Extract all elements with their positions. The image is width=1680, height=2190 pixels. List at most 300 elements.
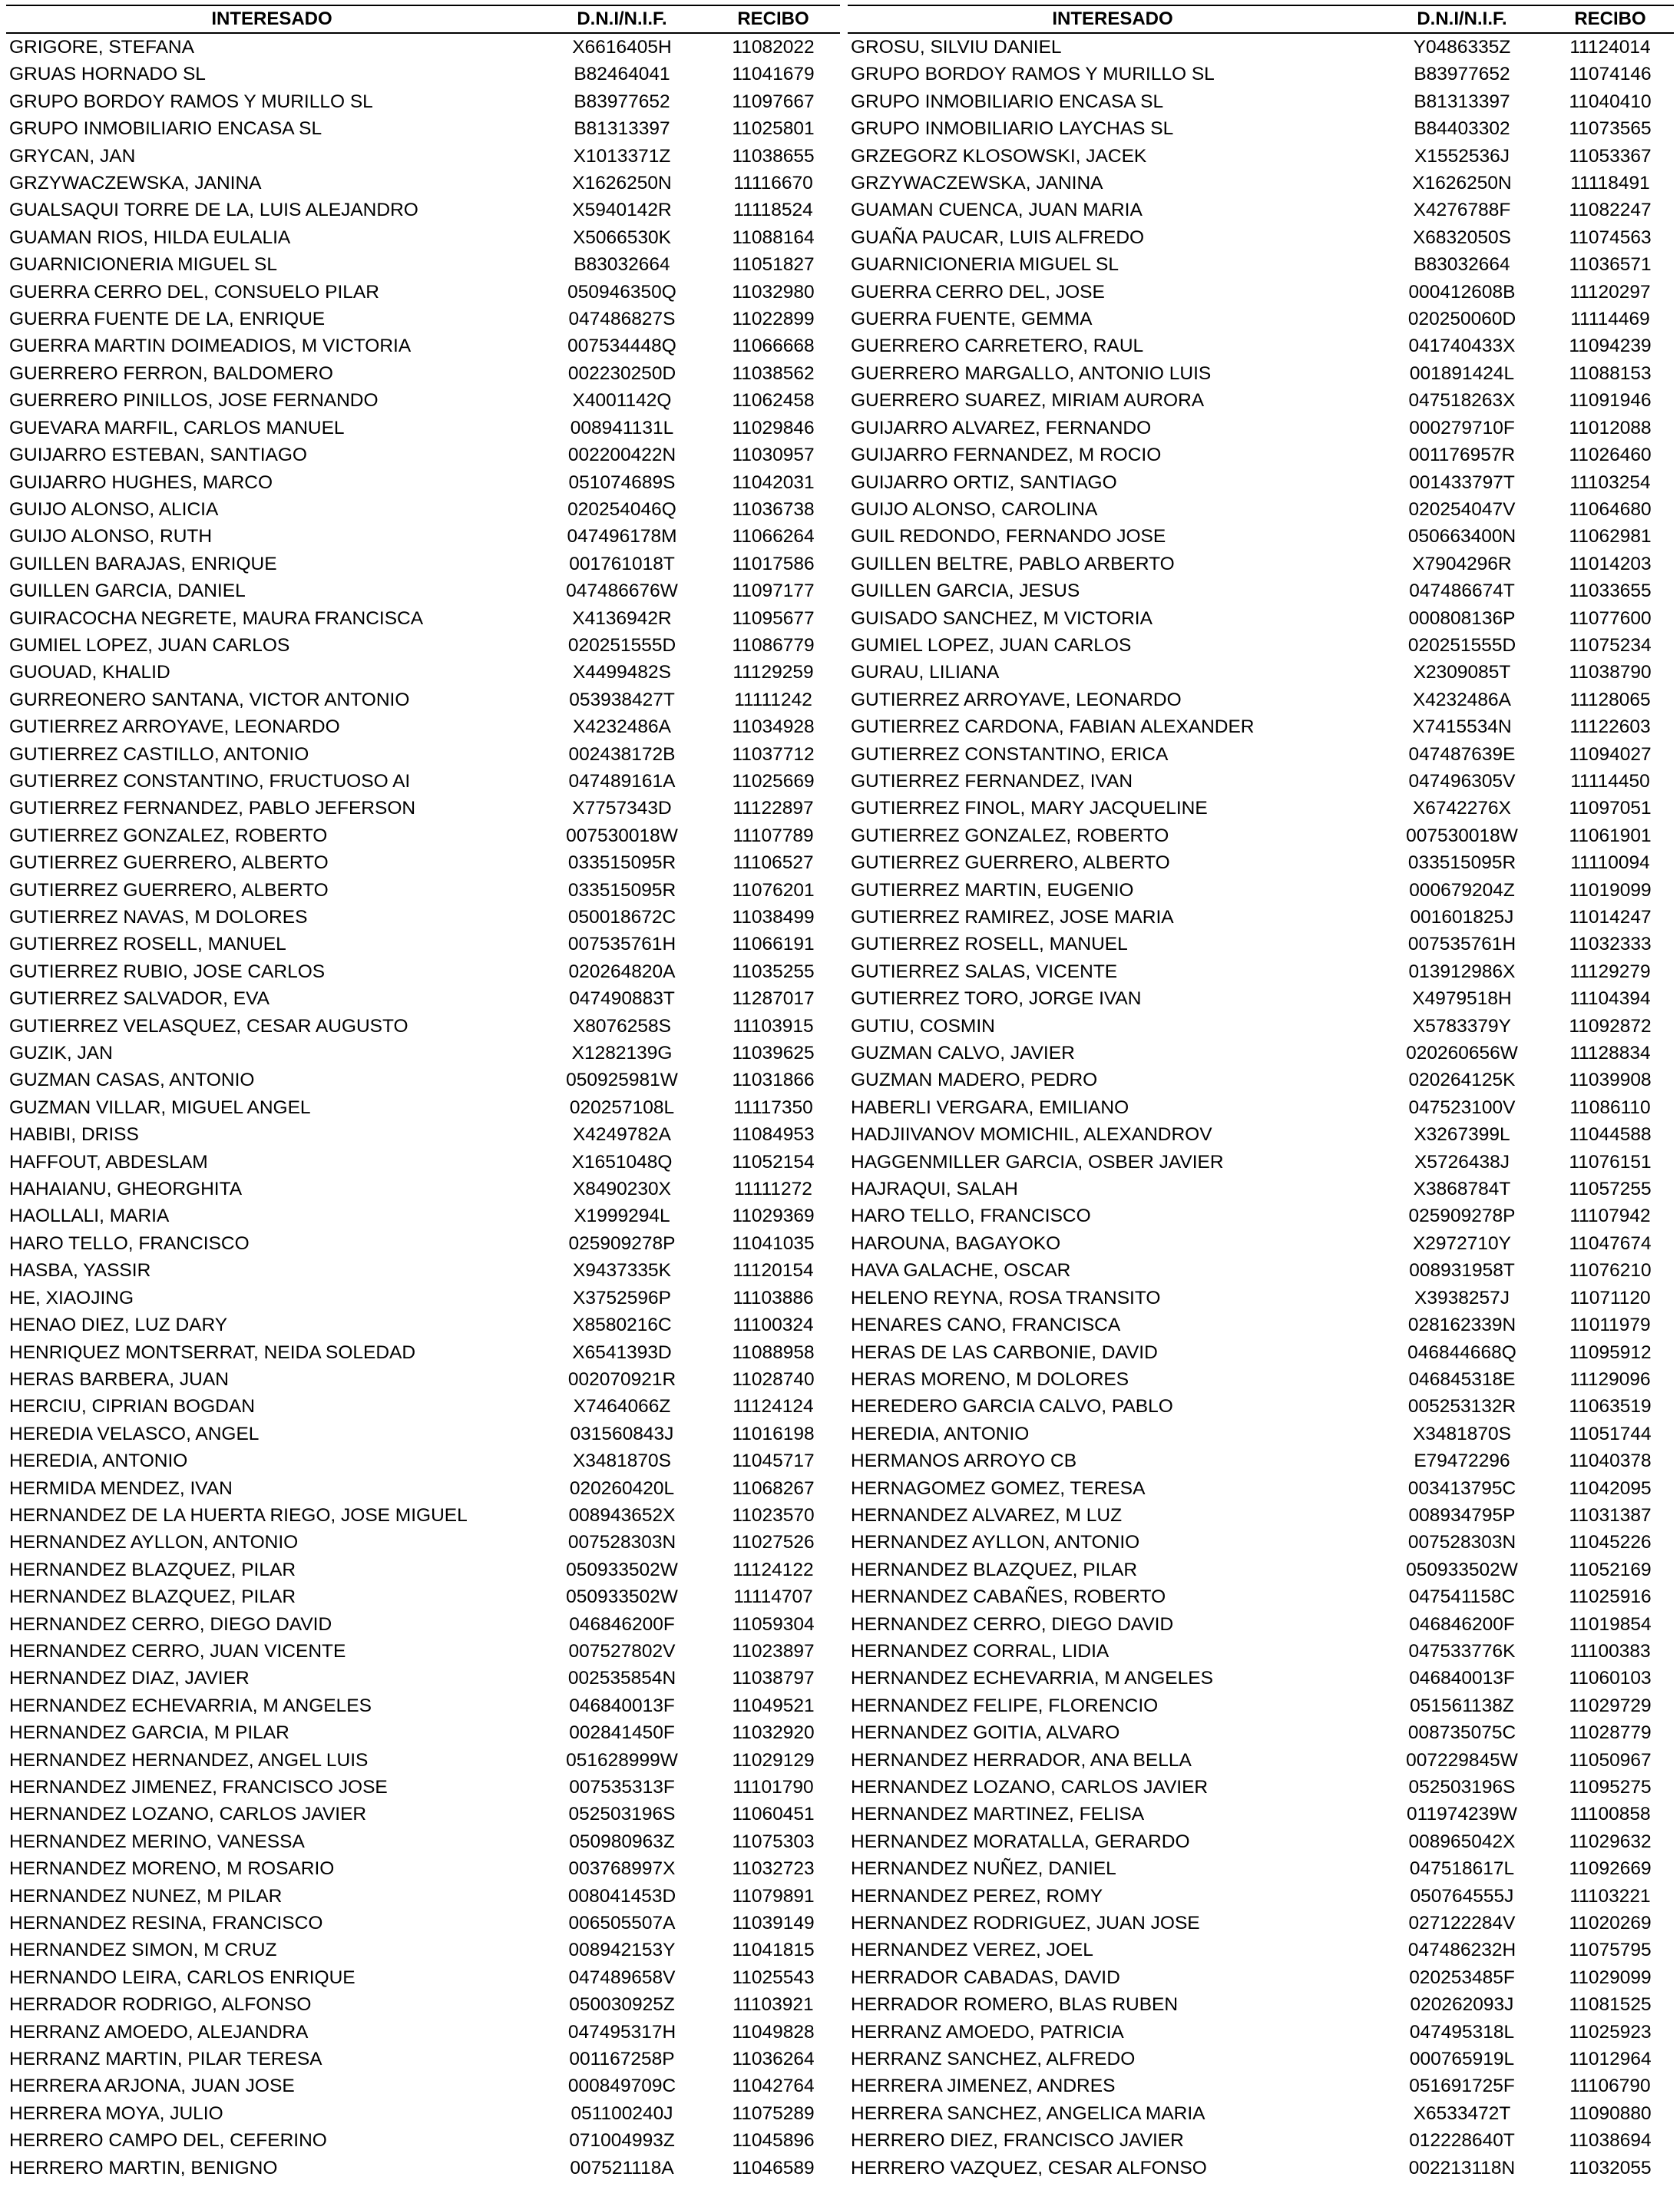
dni-cell: 052503196S xyxy=(568,1804,676,1825)
dni-cell: 008965042X xyxy=(1408,1831,1516,1852)
dni-cell: X4232486A xyxy=(572,716,672,738)
dni-cell: 047496305V xyxy=(1408,770,1516,792)
recibo-cell: 11025923 xyxy=(1569,2021,1652,2043)
interesado-cell: GUALSAQUI TORRE DE LA, LUIS ALEJANDRO xyxy=(9,200,418,221)
dni-cell: 007535761H xyxy=(567,934,676,955)
table-row xyxy=(6,1203,840,1229)
interesado-cell: HARO TELLO, FRANCISCO xyxy=(851,1206,1091,1227)
table-row xyxy=(6,496,840,523)
table-row xyxy=(6,1339,840,1366)
dni-cell: 050018672C xyxy=(567,907,676,928)
dni-cell: X2309085T xyxy=(1413,662,1511,683)
table-row xyxy=(6,251,840,278)
interesado-cell: HERNANDEZ SIMON, M CRUZ xyxy=(9,1940,277,1961)
interesado-cell: HERNANDEZ MARTINEZ, FELISA xyxy=(851,1804,1145,1825)
interesado-cell: GURAU, LILIANA xyxy=(851,662,1000,683)
interesado-cell: GUILLEN GARCIA, JESUS xyxy=(851,581,1080,602)
dni-cell: 001601825J xyxy=(1410,907,1514,928)
interesado-cell: HERRADOR CABADAS, DAVID xyxy=(851,1967,1120,1988)
table-row xyxy=(848,1665,1674,1692)
table-row xyxy=(6,1285,840,1312)
interesado-cell: HELENO REYNA, ROSA TRANSITO xyxy=(851,1287,1161,1308)
interesado-cell: GUERRERO FERRON, BALDOMERO xyxy=(9,362,333,384)
interesado-cell: GURREONERO SANTANA, VICTOR ANTONIO xyxy=(9,689,410,710)
table-row xyxy=(848,387,1674,414)
table-row xyxy=(6,1447,840,1474)
recibo-cell: 11094239 xyxy=(1569,336,1652,357)
table-row xyxy=(848,1393,1674,1420)
interesado-cell: GRUPO INMOBILIARIO LAYCHAS SL xyxy=(851,118,1174,140)
interesado-cell: GUILLEN GARCIA, DANIEL xyxy=(9,581,246,602)
recibo-cell: 11077600 xyxy=(1569,607,1652,629)
interesado-cell: HERNANDEZ JIMENEZ, FRANCISCO JOSE xyxy=(9,1777,388,1798)
interesado-cell: GUERRA FUENTE, GEMMA xyxy=(851,309,1093,330)
table-row xyxy=(6,605,840,632)
table-row xyxy=(848,877,1674,904)
recibo-cell: 11032920 xyxy=(732,1722,815,1744)
recibo-cell: 11014247 xyxy=(1569,907,1652,928)
dni-cell: X8490230X xyxy=(572,1179,672,1200)
interesado-cell: HERAS BARBERA, JUAN xyxy=(9,1368,229,1390)
interesado-cell: HERNANDEZ MORENO, M ROSARIO xyxy=(9,1858,335,1880)
interesado-cell: HEREDIA VELASCO, ANGEL xyxy=(9,1423,260,1444)
right-column xyxy=(848,5,1674,2182)
recibo-cell: 11039908 xyxy=(1569,1070,1652,1091)
right-table-body xyxy=(848,33,1674,2182)
dni-cell: 047486827S xyxy=(568,309,676,330)
recibo-cell: 11026460 xyxy=(1569,445,1652,466)
recibo-cell: 11095275 xyxy=(1569,1777,1652,1798)
recibo-cell: 11122897 xyxy=(733,798,814,819)
recibo-cell: 11064680 xyxy=(1569,498,1652,520)
table-row xyxy=(6,523,840,550)
table-row xyxy=(6,1774,840,1801)
dni-cell: B83032664 xyxy=(574,254,670,276)
dni-cell: 008941131L xyxy=(570,417,674,438)
recibo-cell: 11035255 xyxy=(732,961,815,982)
interesado-cell: HERRERO MARTIN, BENIGNO xyxy=(9,2157,278,2178)
table-row xyxy=(6,1747,840,1774)
interesado-cell: HERNANDEZ VEREZ, JOEL xyxy=(851,1940,1093,1961)
dni-cell: 008934795P xyxy=(1408,1504,1516,1526)
dni-cell: 020254046Q xyxy=(567,498,676,520)
interesado-cell: HEREDIA, ANTONIO xyxy=(9,1451,188,1472)
interesado-cell: HERRANZ AMOEDO, ALEJANDRA xyxy=(9,2021,309,2043)
interesado-cell: GUAMAN RIOS, HILDA EULALIA xyxy=(9,227,291,248)
dni-cell: 071004993Z xyxy=(569,2130,675,2152)
recibo-cell: 11012088 xyxy=(1569,417,1652,438)
interesado-cell: GRZYWACZEWSKA, JANINA xyxy=(851,173,1103,194)
table-row xyxy=(848,1421,1674,1447)
dni-cell: 050663400N xyxy=(1407,526,1516,548)
table-row xyxy=(848,1937,1674,1963)
dni-cell: 020253485F xyxy=(1409,1967,1515,1988)
interesado-cell: HENAO DIEZ, LUZ DARY xyxy=(9,1315,228,1336)
dni-cell: 047489161A xyxy=(568,770,676,792)
table-row xyxy=(6,1611,840,1638)
interesado-cell: GUTIERREZ MARTIN, EUGENIO xyxy=(851,879,1134,901)
dni-cell: 051074689S xyxy=(568,471,676,493)
table-row xyxy=(848,1801,1674,1828)
interesado-cell: GRUPO INMOBILIARIO ENCASA SL xyxy=(9,118,322,140)
dni-cell: 020260656W xyxy=(1406,1043,1518,1064)
recibo-cell: 11057255 xyxy=(1569,1179,1652,1200)
table-row xyxy=(6,197,840,223)
interesado-cell: GUERRERO MARGALLO, ANTONIO LUIS xyxy=(851,362,1212,384)
dni-cell: 002200422N xyxy=(567,445,676,466)
interesado-cell: HERCIU, CIPRIAN BOGDAN xyxy=(9,1396,255,1418)
dni-cell: X3481870S xyxy=(572,1451,672,1472)
table-row xyxy=(6,822,840,849)
interesado-cell: GUARNICIONERIA MIGUEL SL xyxy=(9,254,277,276)
dni-cell: 007530018W xyxy=(1406,825,1518,846)
recibo-cell: 11038694 xyxy=(1569,2130,1652,2152)
recibo-cell: 11045717 xyxy=(732,1451,815,1472)
table-row xyxy=(848,360,1674,387)
interesado-cell: GUIL REDONDO, FERNANDO JOSE xyxy=(851,526,1166,548)
dni-cell: 007521118A xyxy=(570,2157,674,2178)
dni-cell: 047495318L xyxy=(1409,2021,1515,2043)
interesado-cell: HENARES CANO, FRANCISCA xyxy=(851,1315,1121,1336)
table-row xyxy=(848,496,1674,523)
interesado-cell: GRUPO BORDOY RAMOS Y MURILLO SL xyxy=(851,64,1215,85)
dni-cell: 007535761H xyxy=(1407,934,1516,955)
interesado-cell: HERNANDEZ DIAZ, JAVIER xyxy=(9,1668,250,1689)
interesado-cell: HERNANDEZ CERRO, DIEGO DAVID xyxy=(9,1613,332,1635)
interesado-cell: HERNANDEZ RODRIGUEZ, JUAN JOSE xyxy=(851,1913,1200,1934)
recibo-cell: 11075289 xyxy=(732,2102,815,2124)
interesado-cell: GUTIERREZ FERNANDEZ, IVAN xyxy=(851,770,1133,792)
recibo-cell: 11034928 xyxy=(732,716,815,738)
table-row xyxy=(6,1692,840,1719)
left-column xyxy=(6,5,840,2182)
dni-cell: 050980963Z xyxy=(569,1831,675,1852)
interesado-cell: GUTIERREZ ROSELL, MANUEL xyxy=(851,934,1128,955)
dni-cell: X5726438J xyxy=(1414,1151,1510,1173)
dni-cell: 000412608B xyxy=(1408,281,1516,303)
table-row xyxy=(6,1366,840,1393)
table-row xyxy=(6,1665,840,1692)
recibo-cell: 11110094 xyxy=(1570,852,1650,874)
table-row xyxy=(6,2019,840,2046)
dni-cell: X7757343D xyxy=(572,798,672,819)
interesado-cell: HAROUNA, BAGAYOKO xyxy=(851,1232,1061,1254)
recibo-cell: 11076151 xyxy=(1569,1151,1652,1173)
dni-cell: 047489658V xyxy=(568,1967,676,1988)
dni-cell: 027122284V xyxy=(1408,1913,1516,1934)
table-row xyxy=(6,849,840,876)
interesado-cell: HERNANDEZ AYLLON, ANTONIO xyxy=(9,1532,299,1553)
interesado-cell: HERAS DE LAS CARBONIE, DAVID xyxy=(851,1341,1158,1363)
recibo-cell: 11042764 xyxy=(732,2076,815,2097)
recibo-cell: 11076201 xyxy=(732,879,815,901)
table-row xyxy=(848,795,1674,822)
table-row xyxy=(848,1855,1674,1882)
left-table xyxy=(6,5,840,2182)
interesado-cell: GUTIU, COSMIN xyxy=(851,1015,995,1037)
interesado-cell: HARO TELLO, FRANCISCO xyxy=(9,1232,250,1254)
dni-cell: 020251555D xyxy=(567,634,676,656)
dni-cell: X6616405H xyxy=(572,37,672,58)
table-row xyxy=(848,849,1674,876)
interesado-cell: HERNANDEZ RESINA, FRANCISCO xyxy=(9,1913,323,1934)
recibo-cell: 11023570 xyxy=(732,1504,815,1526)
dni-cell: 047495317H xyxy=(567,2021,676,2043)
table-row xyxy=(848,985,1674,1012)
interesado-cell: HERMANOS ARROYO CB xyxy=(851,1451,1077,1472)
recibo-cell: 11022899 xyxy=(732,309,815,330)
interesado-cell: GUIJO ALONSO, CAROLINA xyxy=(851,498,1098,520)
recibo-cell: 11028740 xyxy=(732,1368,815,1390)
table-row xyxy=(848,686,1674,713)
table-row xyxy=(848,904,1674,931)
table-row xyxy=(848,1285,1674,1312)
interesado-cell: HERRERA ARJONA, JUAN JOSE xyxy=(9,2076,295,2097)
recibo-cell: 11014203 xyxy=(1569,553,1652,574)
interesado-cell: HERNANDEZ NUNEZ, M PILAR xyxy=(9,1885,283,1907)
table-row xyxy=(6,1393,840,1420)
recibo-cell: 11092872 xyxy=(1569,1015,1652,1037)
table-row xyxy=(6,577,840,604)
dni-cell: 047541158C xyxy=(1408,1586,1516,1608)
header-recibo: RECIBO xyxy=(706,5,840,33)
dni-cell: X3267399L xyxy=(1414,1124,1510,1146)
recibo-cell: 11088958 xyxy=(732,1341,815,1363)
interesado-cell: GUTIERREZ FINOL, MARY JACQUELINE xyxy=(851,798,1208,819)
dni-cell: 051691725F xyxy=(1409,2076,1515,2097)
recibo-cell: 11029729 xyxy=(1569,1695,1652,1716)
table-row xyxy=(848,741,1674,768)
interesado-cell: HERNANDEZ LOZANO, CARLOS JAVIER xyxy=(851,1777,1209,1798)
recibo-cell: 11103221 xyxy=(1569,1885,1651,1907)
dni-cell: 047486674T xyxy=(1409,581,1515,602)
interesado-cell: GUERRA FUENTE DE LA, ENRIQUE xyxy=(9,309,326,330)
table-row xyxy=(848,1067,1674,1093)
dni-cell: 000679204Z xyxy=(1409,879,1515,901)
table-row xyxy=(6,1121,840,1148)
interesado-cell: HERRANZ AMOEDO, PATRICIA xyxy=(851,2021,1124,2043)
recibo-cell: 11038790 xyxy=(1569,662,1652,683)
dni-cell: 047523100V xyxy=(1408,1097,1516,1118)
interesado-cell: HERRANZ MARTIN, PILAR TERESA xyxy=(9,2049,322,2070)
dni-cell: X8076258S xyxy=(572,1015,672,1037)
dni-cell: 006505507A xyxy=(568,1913,676,1934)
dni-cell: 000849709C xyxy=(567,2076,676,2097)
interesado-cell: GUEVARA MARFIL, CARLOS MANUEL xyxy=(9,417,345,438)
recibo-cell: 11120154 xyxy=(733,1260,814,1282)
recibo-cell: 11051744 xyxy=(1569,1423,1652,1444)
table-row xyxy=(6,768,840,795)
dni-cell: 013912986X xyxy=(1408,961,1516,982)
recibo-cell: 11050967 xyxy=(1569,1749,1652,1771)
table-row xyxy=(848,1312,1674,1338)
table-row xyxy=(848,523,1674,550)
interesado-cell: HERNANDEZ ECHEVARRIA, M ANGELES xyxy=(851,1668,1213,1689)
interesado-cell: GUILLEN BARAJAS, ENRIQUE xyxy=(9,553,277,574)
interesado-cell: HERNANDEZ BLAZQUEZ, PILAR xyxy=(851,1559,1138,1580)
recibo-cell: 11029099 xyxy=(1569,1967,1652,1988)
table-row xyxy=(6,1828,840,1855)
table-row xyxy=(848,1094,1674,1121)
table-row xyxy=(6,795,840,822)
table-row xyxy=(848,632,1674,659)
dni-cell: X7464066Z xyxy=(573,1396,671,1418)
table-row xyxy=(848,1556,1674,1583)
table-row xyxy=(848,822,1674,849)
interesado-cell: GUTIERREZ GONZALEZ, ROBERTO xyxy=(851,825,1169,846)
interesado-cell: GUERRA CERRO DEL, JOSE xyxy=(851,281,1105,303)
table-row xyxy=(848,88,1674,115)
interesado-cell: GUISADO SANCHEZ, M VICTORIA xyxy=(851,607,1153,629)
recibo-cell: 11075234 xyxy=(1569,634,1652,656)
dni-cell: X4001142Q xyxy=(572,390,672,412)
table-row xyxy=(6,1421,840,1447)
interesado-cell: GRUPO BORDOY RAMOS Y MURILLO SL xyxy=(9,91,373,112)
interesado-cell: HERRERA JIMENEZ, ANDRES xyxy=(851,2076,1116,2097)
table-row xyxy=(6,469,840,496)
dni-cell: 020262093J xyxy=(1410,1994,1514,2016)
dni-cell: E79472296 xyxy=(1414,1451,1510,1472)
recibo-cell: 11075795 xyxy=(1569,1940,1652,1961)
table-row xyxy=(6,170,840,197)
interesado-cell: GUERRA MARTIN DOIMEADIOS, M VICTORIA xyxy=(9,336,412,357)
interesado-cell: HERNANDEZ PEREZ, ROMY xyxy=(851,1885,1103,1907)
recibo-cell: 11049828 xyxy=(732,2021,815,2043)
recibo-cell: 11097051 xyxy=(1569,798,1652,819)
table-row xyxy=(6,2100,840,2127)
recibo-cell: 11124124 xyxy=(733,1396,814,1418)
table-row xyxy=(848,1747,1674,1774)
dni-cell: X4136942R xyxy=(572,607,672,629)
recibo-cell: 11118524 xyxy=(733,200,813,221)
recibo-cell: 11103921 xyxy=(733,1994,814,2016)
recibo-cell: 11095677 xyxy=(732,607,815,629)
table-row xyxy=(6,224,840,251)
recibo-cell: 11124122 xyxy=(733,1559,814,1580)
recibo-cell: 11107789 xyxy=(733,825,814,846)
table-row xyxy=(848,2046,1674,2073)
interesado-cell: GUIJO ALONSO, RUTH xyxy=(9,526,213,548)
recibo-cell: 11094027 xyxy=(1569,743,1652,765)
interesado-cell: GUTIERREZ SALAS, VICENTE xyxy=(851,961,1118,982)
recibo-cell: 11095912 xyxy=(1569,1341,1652,1363)
table-row xyxy=(848,442,1674,468)
dni-cell: 008041453D xyxy=(567,1885,676,1907)
recibo-cell: 11068267 xyxy=(732,1477,815,1499)
interesado-cell: GUTIERREZ FERNANDEZ, PABLO JEFERSON xyxy=(9,798,416,819)
recibo-cell: 11128834 xyxy=(1569,1043,1651,1064)
recibo-cell: 11086779 xyxy=(732,634,815,656)
dni-cell: 047518263X xyxy=(1408,390,1516,412)
table-row xyxy=(848,1583,1674,1610)
dni-cell: 025909278P xyxy=(568,1232,676,1254)
table-row xyxy=(6,1094,840,1121)
table-row xyxy=(848,1257,1674,1284)
dni-cell: 001176957R xyxy=(1408,445,1516,466)
recibo-cell: 11016198 xyxy=(732,1423,815,1444)
recibo-cell: 11062458 xyxy=(732,390,815,412)
table-row xyxy=(848,1339,1674,1366)
interesado-cell: GUTIERREZ ARROYAVE, LEONARDO xyxy=(9,716,340,738)
interesado-cell: HERNANDEZ CERRO, JUAN VICENTE xyxy=(9,1640,346,1662)
table-row xyxy=(848,1964,1674,1991)
interesado-cell: GUAMAN CUENCA, JUAN MARIA xyxy=(851,200,1143,221)
table-row xyxy=(848,251,1674,278)
dni-cell: 020257108L xyxy=(569,1097,675,1118)
table-row xyxy=(848,279,1674,306)
interesado-cell: GUIJARRO FERNANDEZ, M ROCIO xyxy=(851,445,1162,466)
interesado-cell: HERRERO CAMPO DEL, CEFERINO xyxy=(9,2130,327,2152)
recibo-cell: 11033655 xyxy=(1569,581,1652,602)
interesado-cell: GUIJARRO ORTIZ, SANTIAGO xyxy=(851,471,1117,493)
dni-cell: 001891424L xyxy=(1409,362,1515,384)
dni-cell: X1999294L xyxy=(574,1206,670,1227)
recibo-cell: 11111272 xyxy=(734,1179,812,1200)
interesado-cell: GRZYWACZEWSKA, JANINA xyxy=(9,173,262,194)
header-interesado: INTERESADO xyxy=(6,5,537,33)
recibo-cell: 11129096 xyxy=(1569,1368,1651,1390)
dni-cell: 008942153Y xyxy=(568,1940,676,1961)
table-row xyxy=(6,279,840,306)
table-row xyxy=(848,1910,1674,1937)
dni-cell: 007534448Q xyxy=(567,336,676,357)
table-row xyxy=(6,659,840,686)
recibo-cell: 11027526 xyxy=(732,1532,815,1553)
recibo-cell: 11041815 xyxy=(732,1940,815,1961)
table-row xyxy=(6,1991,840,2018)
recibo-cell: 11114707 xyxy=(733,1586,813,1608)
recibo-cell: 11287017 xyxy=(732,988,815,1010)
recibo-cell: 11103254 xyxy=(1569,471,1651,493)
interesado-cell: GUTIERREZ GUERRERO, ALBERTO xyxy=(851,852,1170,874)
recibo-cell: 11031387 xyxy=(1569,1504,1652,1526)
dni-cell: 033515095R xyxy=(567,879,676,901)
table-row xyxy=(848,332,1674,359)
recibo-cell: 11088164 xyxy=(732,227,815,248)
interesado-cell: GRUPO INMOBILIARIO ENCASA SL xyxy=(851,91,1164,112)
dni-cell: X7904296R xyxy=(1412,553,1512,574)
interesado-cell: GUARNICIONERIA MIGUEL SL xyxy=(851,254,1119,276)
header-dni: D.N.I/N.I.F. xyxy=(537,5,706,33)
interesado-cell: GRIGORE, STEFANA xyxy=(9,37,194,58)
dni-cell: 000279710F xyxy=(1409,417,1515,438)
table-row xyxy=(848,1475,1674,1502)
interesado-cell: GUZMAN VILLAR, MIGUEL ANGEL xyxy=(9,1097,311,1118)
recibo-cell: 11036738 xyxy=(732,498,815,520)
interesado-cell: GUTIERREZ ARROYAVE, LEONARDO xyxy=(851,689,1182,710)
dni-cell: 020251555D xyxy=(1407,634,1516,656)
recibo-cell: 11086110 xyxy=(1569,1097,1651,1118)
recibo-cell: 11045226 xyxy=(1569,1532,1652,1553)
recibo-cell: 11029632 xyxy=(1569,1831,1652,1852)
dni-cell: Y0486335Z xyxy=(1413,37,1511,58)
left-header-row xyxy=(6,5,840,33)
table-row xyxy=(6,741,840,768)
recibo-cell: 11039149 xyxy=(732,1913,815,1934)
dni-cell: 033515095R xyxy=(567,852,676,874)
dni-cell: 003413795C xyxy=(1407,1477,1516,1499)
recibo-cell: 11128065 xyxy=(1569,689,1651,710)
dni-cell: X3868784T xyxy=(1413,1179,1511,1200)
recibo-cell: 11066191 xyxy=(732,934,815,955)
table-row xyxy=(848,306,1674,332)
interesado-cell: GUTIERREZ SALVADOR, EVA xyxy=(9,988,270,1010)
table-row xyxy=(6,632,840,659)
recibo-cell: 11120297 xyxy=(1569,281,1651,303)
dni-cell: X6832050S xyxy=(1412,227,1512,248)
table-row xyxy=(6,1230,840,1257)
dni-cell: 028162339N xyxy=(1407,1315,1516,1336)
